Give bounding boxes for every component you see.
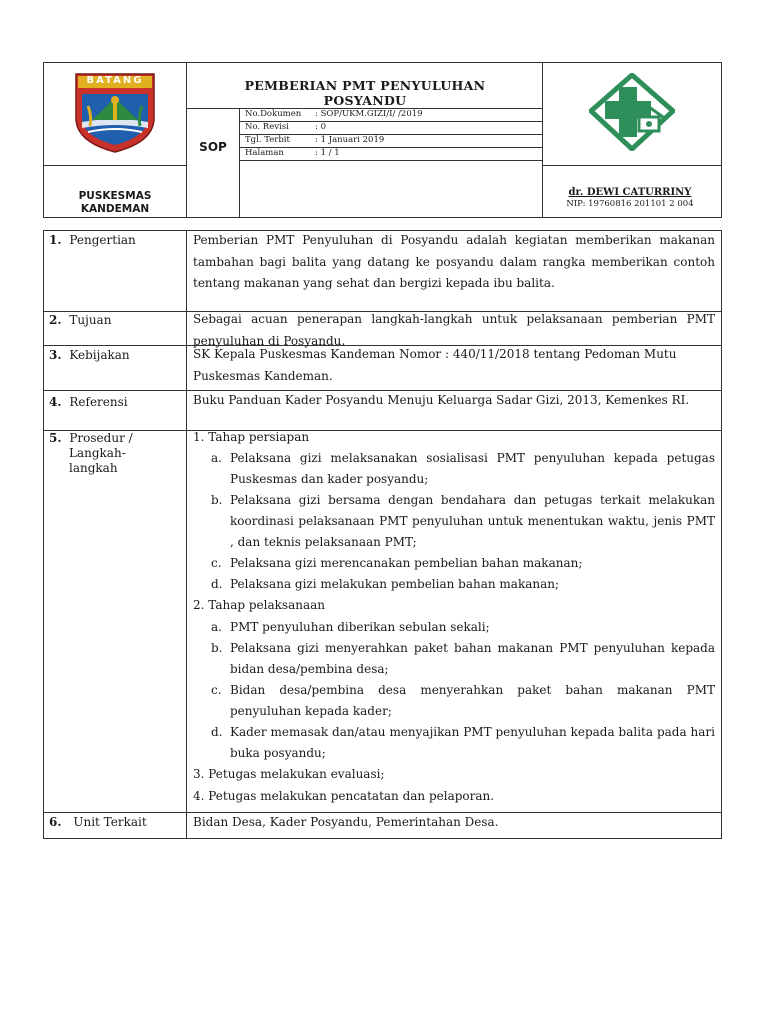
- emblem-text: BATANG: [86, 75, 144, 86]
- item-text: Pelaksana gizi melaksanakan sosialisasi PMT penyuluhan kepada petugas Puskesmas dan kader posyandu;: [230, 451, 715, 486]
- item-text: Kader memasak dan/atau menyajikan PMT penyuluhan kepada balita pada hari buka posyandu;: [230, 725, 715, 760]
- title-line-1: PEMBERIAN PMT PENYULUHAN: [244, 78, 486, 93]
- item-text: Pelaksana gizi menyerahkan paket bahan makanan PMT penyuluhan kepada bidan desa/pembina desa;: [230, 641, 715, 676]
- item-text: Pelaksana gizi merencanakan pembelian bahan makanan;: [230, 556, 583, 570]
- row-label: Unit Terkait: [73, 815, 147, 829]
- row-text-kebijakan: SK Kepala Puskesmas Kandeman Nomor : 440/11/2018 tentang Pedoman Mutu Puskesmas Kandeman.: [193, 347, 677, 383]
- row-label-unit: [49, 815, 147, 830]
- row-number: 5.: [49, 431, 62, 445]
- row-label-kebijakan: [49, 348, 130, 363]
- meta-page: [245, 147, 340, 160]
- step-evaluasi: 3. Petugas melakukan evaluasi;: [193, 767, 385, 781]
- row-label-pengertian: [49, 233, 136, 248]
- item-text: Bidan desa/pembina desa menyerahkan paket bahan makanan PMT penyuluhan kepada kader;: [230, 683, 715, 718]
- row-number: 3.: [49, 348, 62, 362]
- meta-revision: [245, 121, 326, 134]
- row-number: 6.: [49, 815, 62, 829]
- row-number: 2.: [49, 313, 62, 327]
- item-marker: d.: [211, 577, 223, 591]
- title-line-2: POSYANDU: [323, 93, 407, 108]
- org-line-2: KANDEMAN: [80, 203, 150, 215]
- item-marker: b.: [211, 641, 223, 655]
- item-text: Pelaksana gizi bersama dengan bendahara dan petugas terkait melakukan koordinasi pelaksanaan PMT penyuluhan untuk menentukan waktu, jenis PMT , dan teknis pelaksanaan PMT;: [230, 493, 715, 549]
- meta-issue-date: [245, 134, 384, 147]
- document-title: [188, 78, 542, 108]
- row-label: Tujuan: [69, 313, 112, 327]
- row-text-referensi: Buku Panduan Kader Posyandu Menuju Keluarga Sadar Gizi, 2013, Kemenkes RI.: [193, 393, 690, 407]
- regency-emblem: [72, 72, 158, 154]
- row-label-line-2: Langkah-: [69, 446, 126, 460]
- signer-nip: NIP: 19760816 201101 2 004: [566, 199, 694, 209]
- step-heading-persiapan: 1. Tahap persiapan: [193, 430, 310, 444]
- meta-key: Tgl. Terbit: [245, 135, 290, 145]
- item-text: Pelaksana gizi melakukan pembelian bahan makanan;: [230, 577, 560, 591]
- row-label: Kebijakan: [69, 348, 130, 362]
- list-item: [211, 553, 715, 574]
- meta-key: No. Revisi: [245, 122, 289, 132]
- list-item: [211, 638, 715, 680]
- meta-value: : 0: [315, 122, 326, 132]
- meta-value: : 1 / 1: [315, 148, 340, 158]
- step-pelaporan: 4. Petugas melakukan pencatatan dan pelaporan.: [193, 789, 495, 803]
- row-label-prosedur: [49, 431, 133, 476]
- list-item: [211, 448, 715, 490]
- list-item: [211, 680, 715, 722]
- meta-value: : SOP/UKM.GIZI/I/ /2019: [315, 109, 423, 119]
- row-text-pengertian: Pemberian PMT Penyuluhan di Posyandu adalah kegiatan memberikan makanan tambahan bagi balita yang datang ke posyandu dalam rangka memberikan contoh tentang makanan yang sehat dan bergizi kepada ibu balita.: [193, 233, 715, 290]
- meta-key: No.Dokumen: [245, 109, 302, 119]
- item-marker: a.: [211, 451, 222, 465]
- item-marker: b.: [211, 493, 223, 507]
- step-heading-pelaksanaan: 2. Tahap pelaksanaan: [193, 598, 325, 612]
- item-marker: c.: [211, 556, 222, 570]
- row-label-referensi: [49, 395, 128, 410]
- sop-label: SOP: [199, 140, 227, 154]
- row-label: Pengertian: [69, 233, 136, 247]
- puskesmas-logo: [589, 73, 675, 151]
- item-marker: d.: [211, 725, 223, 739]
- list-item: [211, 490, 715, 553]
- signer-name: dr. DEWI CATURRINY: [568, 187, 692, 198]
- meta-doc-number: [245, 108, 423, 121]
- meta-key: Halaman: [245, 148, 284, 158]
- row-number: 4.: [49, 395, 62, 409]
- meta-value: : 1 Januari 2019: [315, 135, 385, 145]
- list-item: [211, 722, 715, 764]
- row-number: 1.: [49, 233, 62, 247]
- row-text-unit: Bidan Desa, Kader Posyandu, Pemerintahan Desa.: [193, 815, 499, 829]
- list-item: [211, 574, 715, 595]
- item-marker: a.: [211, 620, 222, 634]
- item-marker: c.: [211, 683, 222, 697]
- row-label-tujuan: [49, 313, 111, 328]
- org-line-1: PUSKESMAS: [78, 190, 152, 202]
- list-item: [211, 617, 715, 638]
- organization-name: [44, 190, 186, 216]
- row-text-tujuan: Sebagai acuan penerapan langkah-langkah untuk pelaksanaan pemberian PMT penyuluhan di Posyandu.: [193, 312, 715, 348]
- row-label: Prosedur /: [69, 431, 133, 445]
- item-text: PMT penyuluhan diberikan sebulan sekali;: [230, 620, 490, 634]
- row-label: Referensi: [69, 395, 128, 409]
- row-label-line-3: langkah: [69, 461, 118, 475]
